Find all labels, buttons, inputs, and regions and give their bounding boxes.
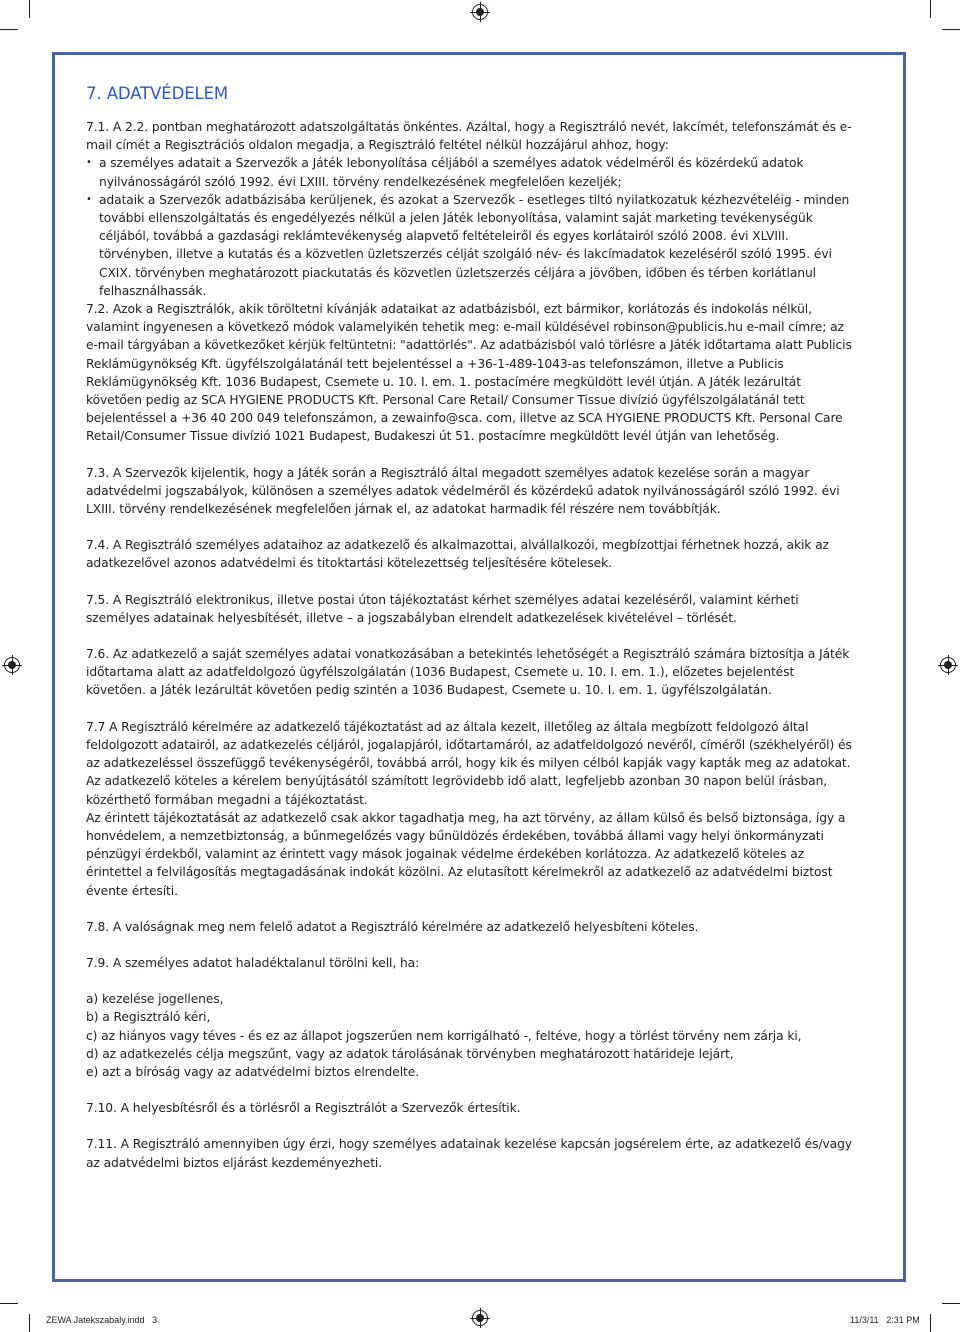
paragraph-7-2: 7.2. Azok a Regisztrálók, akik töröltetni kívánják adataikat az adatbázisból, ezt bármikor, korlátozás és indokolás nélkül, valamint ingyenesen a következő módok valamelyikén tehetik meg: e-mail küldésével robinson@publicis.hu e-mail címre; az e-mail tárgyában a következőket kérjük feltüntetni: "adattörlés". Az adatbázisból való törlésre a Játék időtartama alatt Publicis Reklámügynökség Kft. ügyfélszolgálatánál tett bejelentéssel a +36-1-489-1043-as telefonszámon, illetve a Publicis Reklámügynökség Kft. 1036 Budapest, Csemete u. 10. I. em. 1. postacímére megküldött levél útján. A Játék lezárultát követően pedig az SCA HYGIENE PRODUCTS Kft. Personal Care Retail/ Consumer Tissue divízió ügyfélszolgálatánál tett bejelentéssel a +36 40 200 049 telefonszámon, a zewainfo@sca. com, illetve az SCA HYGIENE PRODUCTS Kft. Personal Care Retail/Consumer Tissue divízió 1021 Budapest, Budakeszi út 51. postacímre megküldött levél útján van lehetőség. [86,302,852,444]
registration-mark-bottom-icon [470,1308,490,1328]
paragraph-7-9: 7.9. A személyes adatot haladéktalanul törölni kell, ha: [86,955,420,970]
footer-filename: ZEWA Jatekszabaly.indd 3 [46,1315,158,1325]
paragraph-7-8: 7.8. A valóságnak meg nem felelő adatot a Regisztráló kérelmére az adatkezelő helyesbíteni köteles. [86,919,699,934]
bullet-item: • a személyes adatait a Szervezők a Játék lebonyolítása céljából a személyes adatok védelméről és közérdekű adatok nyilvánosságáról szóló 1992. évi LXIII. törvény rendelkezésének megfelelően kezeljék; [86,154,856,190]
crop-mark-bottom-right-h [942,1303,960,1304]
document-body [86,84,856,1172]
registration-mark-left-icon [2,655,22,675]
paragraph-7-5: 7.5. A Regisztráló elektronikus, illetve postai úton tájékoztatást kérhet személyes adatai kezeléséről, valamint kérheti személyes adatainak helyesbítését, illetve – a jogszabályban elrendelt adatkezelések kivételével – törlését. [86,592,799,625]
list-item: b) a Regisztráló kéri, [86,1010,211,1025]
paragraph-7-7-continued: Az érintett tájékoztatását az adatkezelő csak akkor tagadhatja meg, ha azt törvény, az állam külső és belső biztonsága, így a honvédelem, a nemzetbiztonság, a bűnmegelőzés vagy bűnüldözés érdekében, továbbá állami vagy helyi önkormányzati pénzügyi érdekből, valamint az érintett vagy mások jogainak védelme érdekében korlátozza. Az adatkezelő köteles az érintettel a felvilágosítás megtagadásának indokát közölni. Az elutasított kérelmekről az adatkezelő az adatvédelmi biztost évente értesíti. [86,810,846,898]
paragraph-7-6: 7.6. Az adatkezelő a saját személyes adatai vonatkozásában a betekintés lehetőségét a Regisztráló számára biztosítja a Játék időtartama alatt az adatfeldolgozó ügyfélszolgálatán (1036 Budapest, Csemete u. 10. I. em. 1.), előzetes bejelentést követően. a Játék lezárultát követően pedig szintén a 1036 Budapest, Csemete u. 10. I. em. 1. ügyfélszolgálatán. [86,647,850,698]
list-item: c) az hiányos vagy téves - és ez az állapot jogszerűen nem korrigálható -, feltéve, hogy a törlést törvény nem zárja ki, [86,1028,802,1043]
paragraph-7-10: 7.10. A helyesbítésről és a törlésről a Regisztrálót a Szervezők értesítik. [86,1101,521,1116]
crop-mark-bottom-right [930,1314,931,1332]
crop-mark-top-left [29,0,30,18]
paragraph-7-3: 7.3. A Szervezők kijelentik, hogy a Játék során a Regisztráló által megadott személyes adatok kezelése során a magyar adatvédelmi jogszabályok, különösen a személyes adatok védelméről és közérdekű adatok nyilvánosságáról szóló 1992. évi LXIII. törvény rendelkezésének megfelelően járnak el, az adatokat harmadik fél részére nem továbbítják. [86,465,840,517]
section-title: 7. ADATVÉDELEM [86,84,229,103]
crop-mark-bottom-left [29,1314,30,1332]
bullet-item: • adataik a Szervezők adatbázisába kerüljenek, és azokat a Szervezők - esetleges tiltó nyilatkozatuk kézhezvételéig - minden további ellenszolgáltatás és engedélyezés nélkül a jelen Játék lebonyolítása, valamint saját marketing tevékenységük céljából, továbbá a gazdasági reklámtevékenység alapvető feltételeiről és egyes korlátairól szóló 2008. évi XLVIII. törvényben, illetve a kutatás és a közvetlen üzletszerzés célját szolgáló név- és lakcímadatok kezeléséről szóló 1995. évi CXIX. törvényben meghatározott piackutatás és közvetlen üzletszerzés céljára a jövőben, időben és térben korlátlanul felhasználhassák. [86,191,856,300]
crop-mark-top-left-h [0,29,18,30]
paragraph-7-11: 7.11. A Regisztráló amennyiben úgy érzi, hogy személyes adatainak kezelése kapcsán jogsérelem érte, az adatkezelő és/vagy az adatvédelmi biztos eljárást kezdeményezheti. [86,1137,852,1170]
footer-timestamp: 11/3/11 2:31 PM [850,1315,920,1325]
list-item: d) az adatkezelés célja megszűnt, vagy az adatok tárolásának törvényben meghatározott határideje lejárt, [86,1046,734,1061]
paragraph-7-7: 7.7 A Regisztráló kérelmére az adatkezelő tájékoztatást ad az általa kezelt, illetőleg az általa megbízott feldolgozó által feldolgozott adatairól, az adatkezelés céljáról, jogalapjáról, időtartamáról, az adatfeldolgozó nevéről, címéről (székhelyéről) és az adatkezeléssel összefüggő tevékenységéről, továbbá arról, hogy kik és milyen célból kapják vagy kapták meg az adatokat. Az adatkezelő köteles a kérelem benyújtásától számított legrövidebb idő alatt, legfeljebb azonban 30 napon belül írásban, közérthető formában megadni a tájékoztatást. [86,719,852,807]
paragraph-7-4: 7.4. A Regisztráló személyes adataihoz az adatkezelő és alkalmazottai, alvállalkozói, megbízottjai férhetnek hozzá, akik az adatkezelővel azonos adatvédelmi és titoktartási kötelezettség teljesítésére kötelesek. [86,538,829,571]
list-item: e) azt a bíróság vagy az adatvédelmi biztos elrendelte. [86,1064,420,1079]
crop-mark-top-right-h [942,29,960,30]
registration-mark-right-icon [938,655,958,675]
crop-mark-top-right [930,0,931,18]
registration-mark-top-icon [470,2,490,22]
paragraph-7-1: 7.1. A 2.2. pontban meghatározott adatszolgáltatás önkéntes. Azáltal, hogy a Regisztráló nevét, lakcímét, telefonszámát és e-mail címét a Regisztrációs oldalon megadja, a Regisztráló feltétel nélkül hozzájárul ahhoz, hogy: [86,120,852,153]
list-item: a) kezelése jogellenes, [86,992,224,1007]
crop-mark-bottom-left-h [0,1303,18,1304]
